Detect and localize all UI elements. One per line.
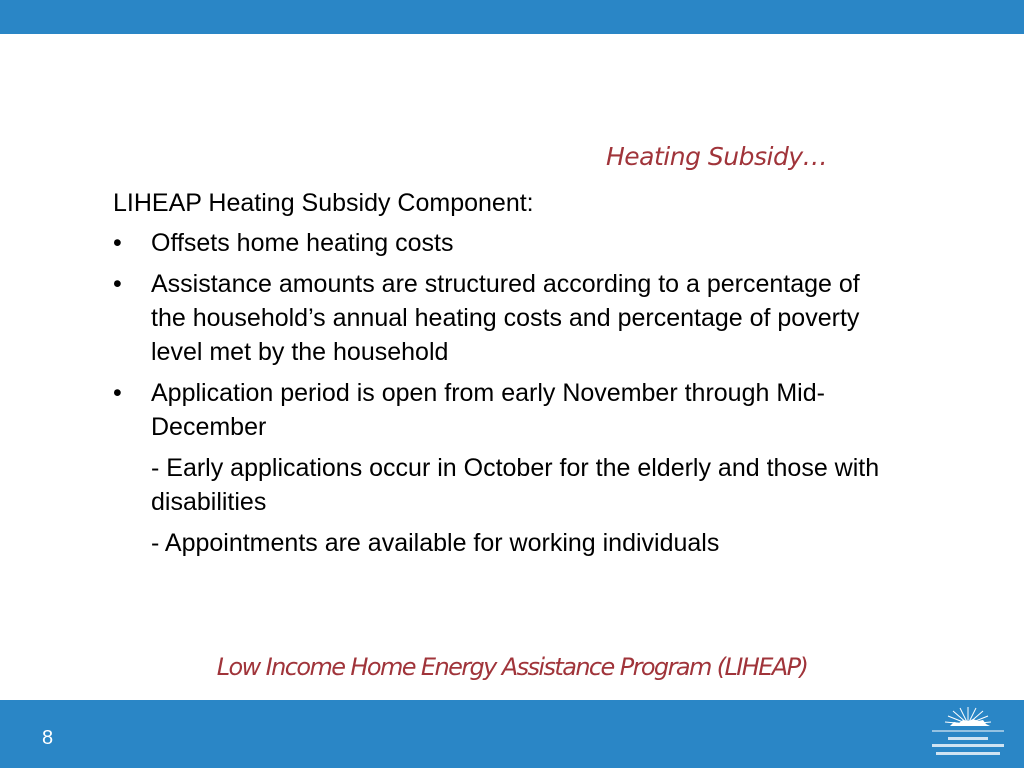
bullet-text: Offsets home heating costs (151, 229, 454, 257)
bullet-item (113, 267, 893, 369)
bullet-item (113, 226, 893, 260)
kentucky-state-sunrise-logo-icon (926, 702, 1010, 764)
sub-item-early-applications: - Early applications occur in October for the elderly and those with disabilities (151, 454, 880, 516)
bullet-icon: • (113, 270, 122, 298)
sub-item-appointments: - Appointments are available for working individuals (151, 529, 720, 557)
footer-title (0, 653, 1024, 681)
top-bar (0, 0, 1024, 34)
page-number: 8 (42, 727, 54, 749)
intro-text: LIHEAP Heating Subsidy Component: (113, 189, 534, 217)
bullet-icon: • (113, 379, 122, 407)
bullet-item (113, 376, 893, 444)
bottom-bar (0, 700, 1024, 768)
bullet-icon: • (113, 229, 122, 257)
bullet-list (113, 226, 893, 444)
bullet-text: Application period is open from early November through Mid-December (151, 379, 825, 441)
bullet-text: Assistance amounts are structured according to a percentage of the household’s annual heating costs and percentage of poverty level met by the household (151, 270, 860, 366)
slide-content (113, 186, 893, 567)
footer-title-text: Low Income Home Energy Assistance Program (LIHEAP) (216, 653, 808, 681)
slide-subtitle: Heating Subsidy… (606, 142, 828, 171)
